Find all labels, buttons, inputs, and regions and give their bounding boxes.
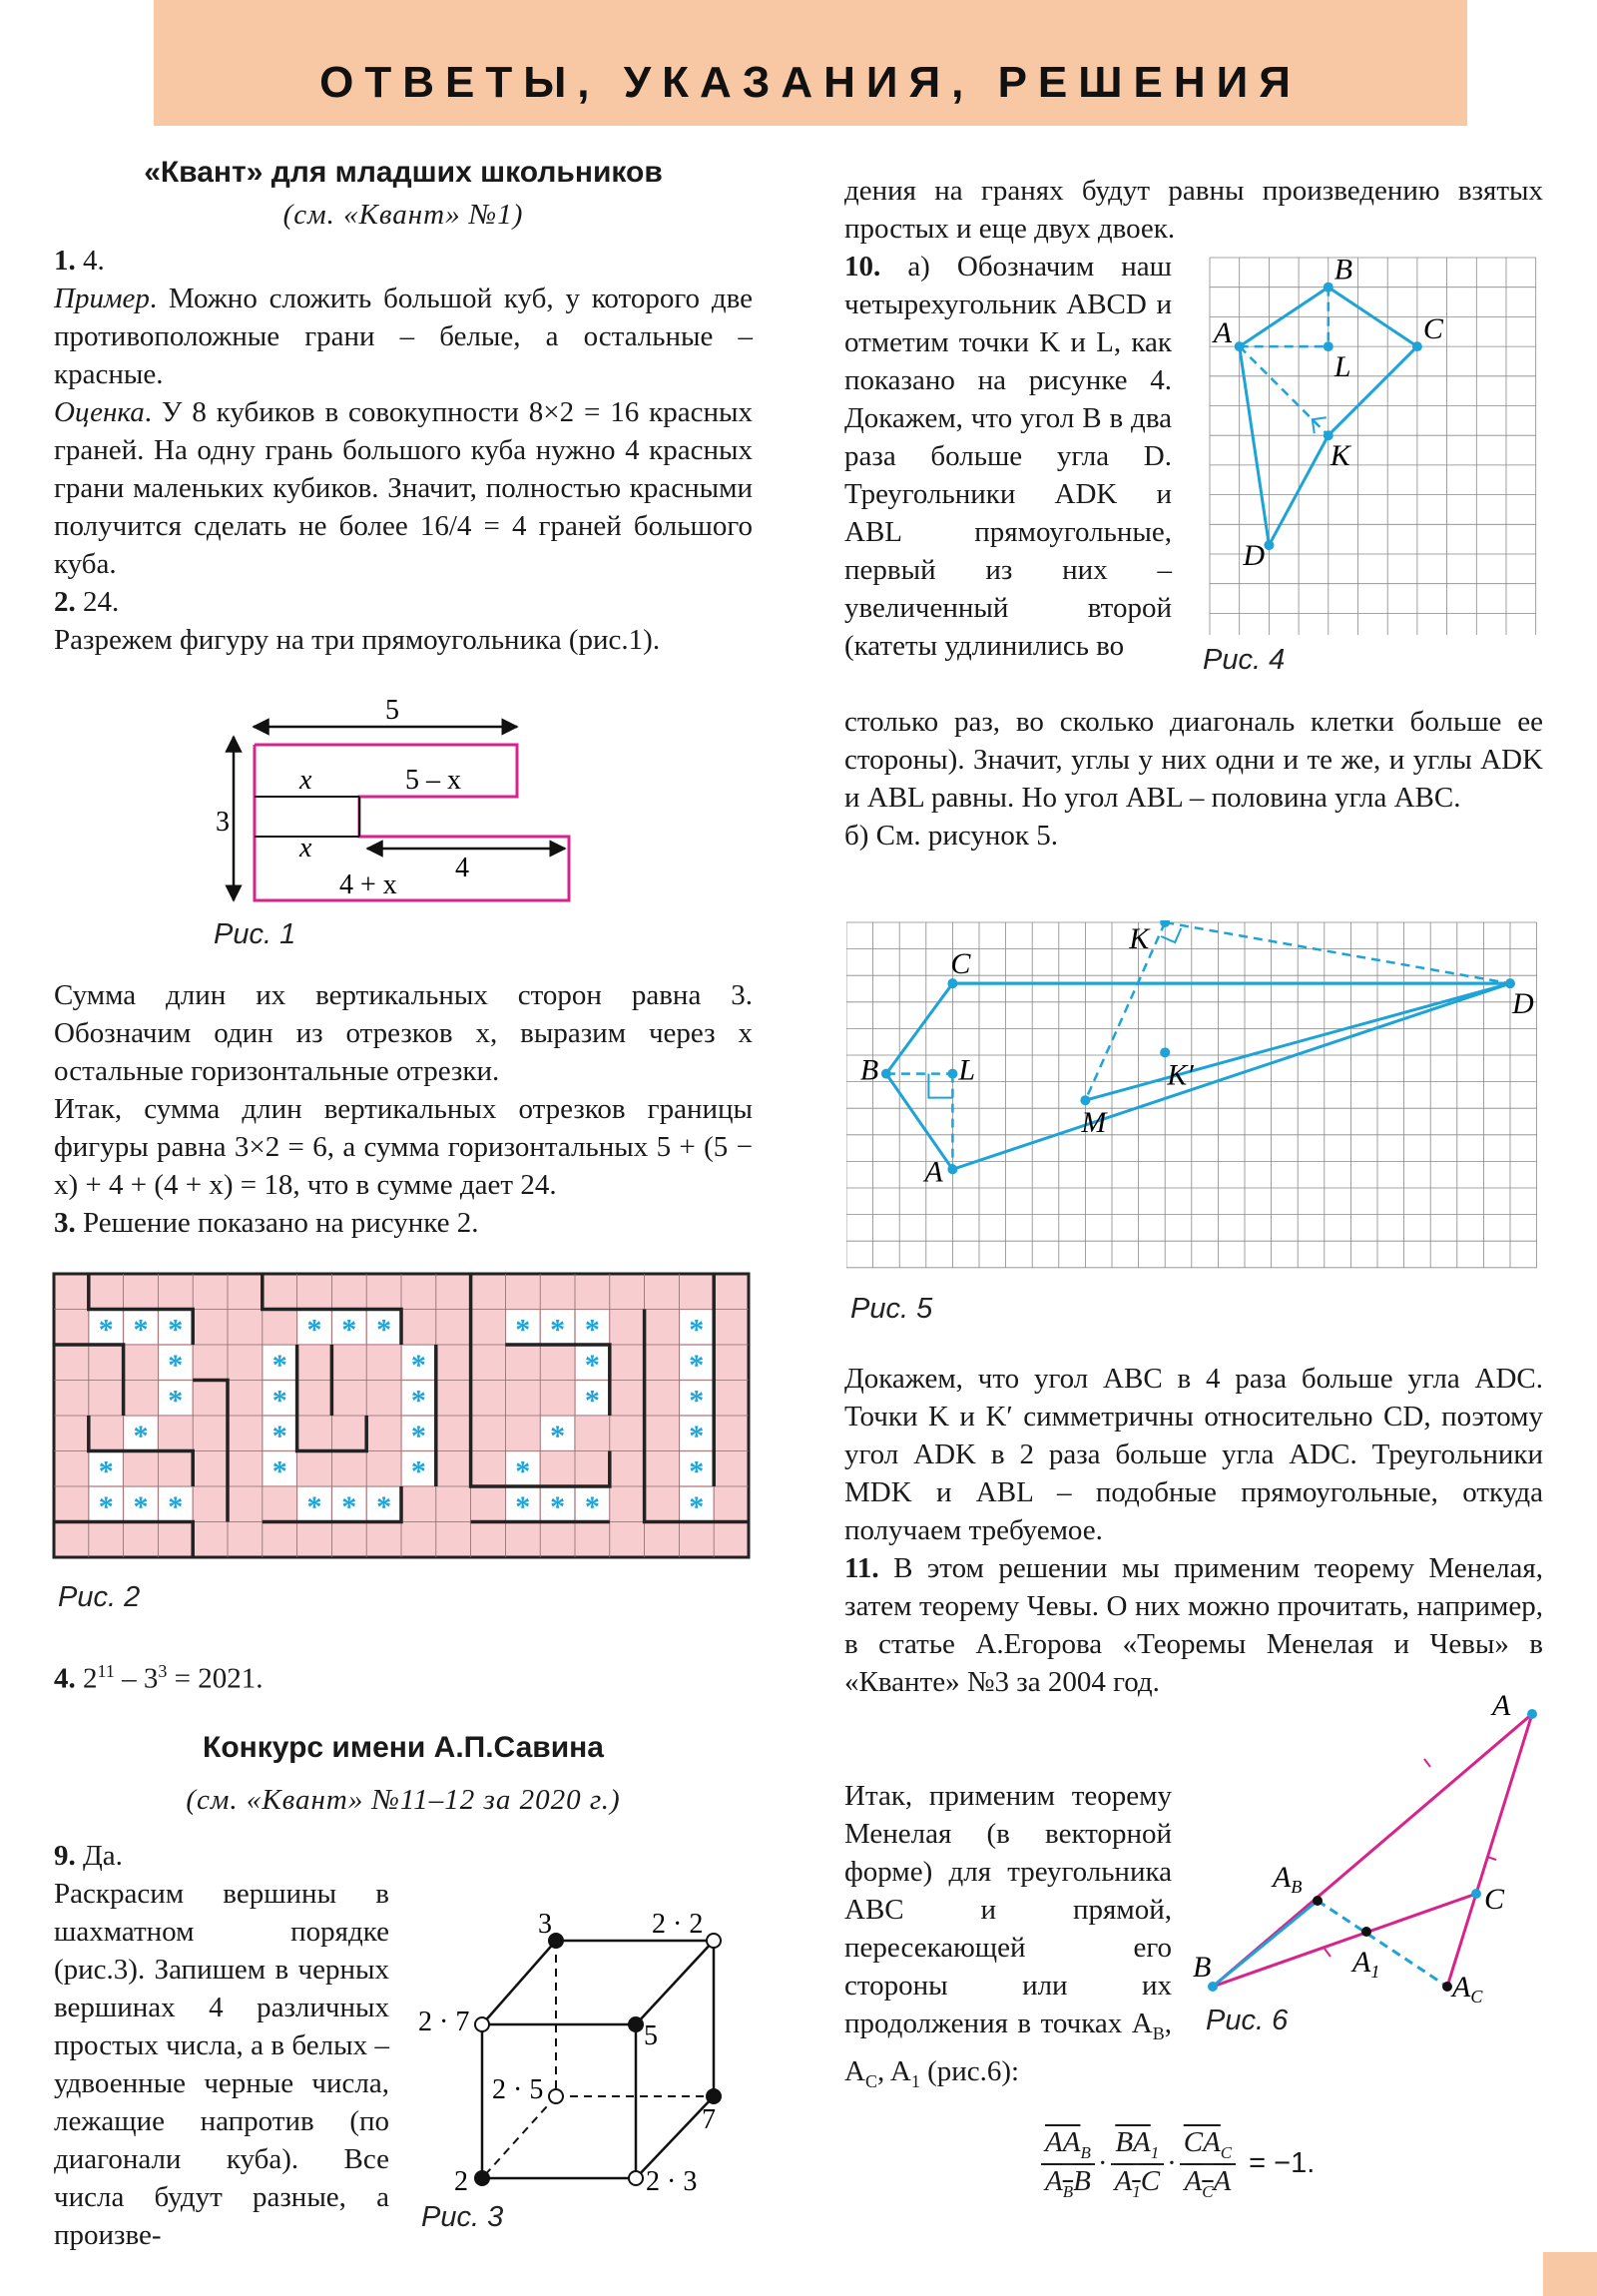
svg-text:*: *	[584, 1489, 600, 1523]
problem-1-estimate: Оценка. У 8 кубиков в совокупности 8×2 = 16 красных граней. На одну грань большого куба нужно 4 красных грани маленьких кубиков. Значит, полностью красными получится сделать не более 16/4 = 4 граней большого куба.	[54, 396, 753, 580]
figure-2	[52, 1272, 751, 1571]
svg-text:*: *	[689, 1454, 705, 1488]
svg-text:*: *	[550, 1419, 566, 1452]
page-title: ОТВЕТЫ, УКАЗАНИЯ, РЕШЕНИЯ	[319, 58, 1302, 107]
figure-4	[1208, 256, 1541, 635]
problem-2-answer: 2. 24.	[54, 586, 120, 618]
svg-text:*: *	[341, 1489, 357, 1523]
fig3-v25: 2 · 5	[492, 2074, 544, 2105]
fig1-label-five-minus: 5 – x	[405, 765, 461, 796]
svg-text:*: *	[689, 1419, 705, 1452]
svg-text:*: *	[306, 1489, 322, 1523]
svg-text:L: L	[1333, 350, 1351, 384]
svg-text:*: *	[168, 1384, 184, 1418]
svg-text:*: *	[410, 1348, 426, 1382]
svg-text:*: *	[271, 1348, 287, 1382]
problem-1-example: Пример. Можно сложить большой куб, у которого две противоположные грани – белые, а остальные – красные.	[54, 283, 753, 390]
svg-text:*: *	[515, 1313, 531, 1347]
problem-10a: 10. а) Обозначим наш четырехугольник ABCD и отметим точки K и L, как показано на рисунке 4. Докажем, что угол B в два раза больше угла D. Треугольники ADK и ABL прямоугольные, первый из них – увеличенный второй (катеты удлинились во	[844, 251, 1173, 662]
problem-10b: столько раз, во сколько диагональ клетки больше ее стороны). Значит, углы у них одни и те же, и углы ADK и ABL равны. Но угол ABL – половина угла ABC. б) См. рисунок 5.	[844, 706, 1543, 852]
problem-11b: Итак, применим теорему Менелая (в векторной форме) для треугольника ABC и прямой, пересекающей его стороны или их продолжения в точках $A_B$, $A_C$, $A_1$ (рис.6):	[844, 1780, 1172, 2091]
svg-text:*: *	[550, 1313, 566, 1347]
fig1-label-four-plus: 4 + x	[339, 869, 397, 900]
menelaus-formula: $\frac{\overline{AA}_B}{A_BB}$ · $\frac{\overline{BA}_1}{A_1C}$ · $\frac{\overline{CA}_C}{A_CA}$ = −1.	[1038, 2126, 1315, 2202]
fig6-label-A1: A	[1352, 1946, 1371, 1979]
svg-text:AB: $A_B$	[1273, 1861, 1303, 1897]
svg-text:*: *	[271, 1454, 287, 1488]
svg-text:*: *	[98, 1313, 114, 1347]
svg-text:*: *	[584, 1384, 600, 1418]
fig1-label-left: 3	[216, 807, 230, 838]
svg-text:AC: $A_C$	[1452, 1971, 1483, 2007]
section2-subtitle: (см. «Квант» №11–12 за 2020 г.)	[186, 1784, 621, 1816]
svg-text:B: B	[1333, 256, 1353, 287]
svg-text:*: *	[271, 1384, 287, 1418]
problem-1-answer: 1. 4.	[54, 245, 105, 277]
fig5-caption: Рис. 5	[850, 1293, 933, 1325]
svg-text:*: *	[168, 1348, 184, 1382]
svg-text:A: A	[924, 1155, 943, 1189]
fig6-label-AB: A	[1273, 1861, 1292, 1894]
svg-text:*: *	[168, 1489, 184, 1523]
right-column-top	[844, 172, 1543, 248]
svg-text:*: *	[133, 1419, 149, 1452]
svg-text:*: *	[376, 1313, 392, 1347]
fig1-caption: Рис. 1	[214, 918, 296, 950]
fig6-label-C: C	[1484, 1883, 1505, 1916]
fig3-v23: 2 · 3	[646, 2166, 698, 2197]
section1-subtitle: (см. «Квант» №1)	[282, 199, 524, 231]
svg-text:C: C	[1422, 312, 1443, 346]
svg-text:*: *	[376, 1489, 392, 1523]
fig1-label-top: 5	[385, 695, 399, 726]
fig3-v3: 3	[538, 1909, 552, 1940]
svg-text:*: *	[689, 1313, 705, 1347]
svg-text:*: *	[515, 1489, 531, 1523]
fig1-label-four: 4	[455, 853, 469, 883]
fig3-caption: Рис. 3	[421, 2201, 504, 2233]
figure-3	[404, 1899, 749, 2198]
svg-text:D: D	[1243, 539, 1266, 573]
problem-2-text3: Итак, сумма длин вертикальных отрезков границы фигуры равна 3×2 = 6, а сумма горизонтальных 5 + (5 − x) + 4 + (4 + x) = 18, что в сумме дает 24.	[54, 1093, 753, 1201]
svg-text:K: K	[1330, 439, 1350, 473]
fig2-caption: Рис. 2	[58, 1581, 141, 1613]
figure-6	[1193, 1687, 1552, 2026]
fig3-v27: 2 · 7	[418, 2007, 470, 2037]
svg-text:*: *	[550, 1489, 566, 1523]
section2-title: Конкурс имени А.П.Савина	[203, 1731, 604, 1764]
svg-text:B: B	[859, 1053, 879, 1087]
fig3-v5: 5	[644, 2020, 658, 2051]
svg-text:*: *	[515, 1454, 531, 1488]
left-column	[54, 154, 753, 659]
svg-text:*: *	[98, 1489, 114, 1523]
svg-text:D: D	[1512, 987, 1534, 1021]
problem-9-text: Раскрасим вершины в шахматном порядке (рис.3). Запишем в черных вершинах 4 различных простых числа, а в белых – удвоенные черные числа, лежащие напротив (по диагонали куба). Все числа будут разные, а произве-	[54, 1878, 389, 2251]
fig3-v2: 2	[454, 2166, 468, 2197]
svg-text:A: A	[1213, 316, 1233, 350]
problem-2-text: Разрежем фигуру на три прямоугольника (рис.1).	[54, 624, 661, 656]
svg-text:*: *	[584, 1313, 600, 1347]
svg-text:M: M	[1081, 1106, 1107, 1140]
fig6-label-A: A	[1492, 1689, 1511, 1722]
svg-text:*: *	[410, 1454, 426, 1488]
left-column-2	[54, 976, 753, 1242]
problem-3: 3. Решение показано на рисунке 2.	[54, 1207, 479, 1239]
svg-text:L: L	[958, 1053, 976, 1087]
fig6-label-AC: A	[1452, 1971, 1471, 2004]
fig1-label-x2: x	[299, 833, 312, 863]
svg-text:*: *	[689, 1489, 705, 1523]
continued-text: дения на гранях будут равны произведению взятых простых и еще двух двоек.	[844, 175, 1543, 245]
svg-text:*: *	[410, 1419, 426, 1452]
problem-4: 4. $2^{11} - 3^3 = 2021$.	[54, 1661, 264, 1695]
svg-text:C: C	[950, 947, 971, 981]
svg-text:*: *	[410, 1384, 426, 1418]
fig6-label-B: B	[1193, 1951, 1212, 1984]
problem-2-text2: Сумма длин их вертикальных сторон равна 3. Обозначим один из отрезков x, выразим через x остальные горизонтальные отрезки.	[54, 979, 753, 1087]
svg-text:*: *	[689, 1384, 705, 1418]
fig3-v7: 7	[702, 2104, 716, 2135]
fig6-caption: Рис. 6	[1206, 2005, 1289, 2036]
svg-text:*: *	[133, 1313, 149, 1347]
section2	[54, 1729, 753, 1819]
svg-text:*: *	[98, 1454, 114, 1488]
svg-text:K′: K′	[1167, 1058, 1194, 1092]
svg-text:*: *	[271, 1419, 287, 1452]
section1-title: «Квант» для младших школьников	[144, 156, 663, 189]
svg-text:K: K	[1129, 922, 1150, 955]
problem-10c: Докажем, что угол ABC в 4 раза больше угла ADC. Точки K и K′ симметричны относительно CD, поэтому угол ADK в 2 раза больше угла ADC. Треугольники MDK и ABL – подобные прямоугольные, откуда получаем требуемое. 11. В этом решении мы применим теорему Менелая, затем теорему Чевы. О них можно прочитать, например, в статье А.Егорова «Теоремы Менелая и Чевы» в «Кванте» №3 за 2004 год.	[844, 1363, 1544, 1698]
svg-text:*: *	[341, 1313, 357, 1347]
svg-text:*: *	[306, 1313, 322, 1347]
svg-text:*: *	[133, 1489, 149, 1523]
svg-text:*: *	[689, 1348, 705, 1382]
svg-text:A1: $A_1$	[1352, 1946, 1380, 1982]
svg-text:*: *	[584, 1348, 600, 1382]
page-corner-tab	[1543, 2252, 1597, 2296]
fig3-v22: 2 · 2	[652, 1909, 704, 1940]
problem-9: 9. Да. Раскрасим вершины в шахматном порядке (рис.3). Запишем в черных вершинах 4 различных простых числа, а в белых – удвоенные черные числа, лежащие напротив (по диагонали куба). Все числа будут разные, а произве-	[54, 1837, 389, 2254]
figure-5	[846, 920, 1539, 1272]
svg-text:*: *	[168, 1313, 184, 1347]
fig4-caption: Рис. 4	[1203, 644, 1286, 676]
figure-1	[200, 689, 599, 948]
fig1-label-x1: x	[299, 765, 312, 796]
